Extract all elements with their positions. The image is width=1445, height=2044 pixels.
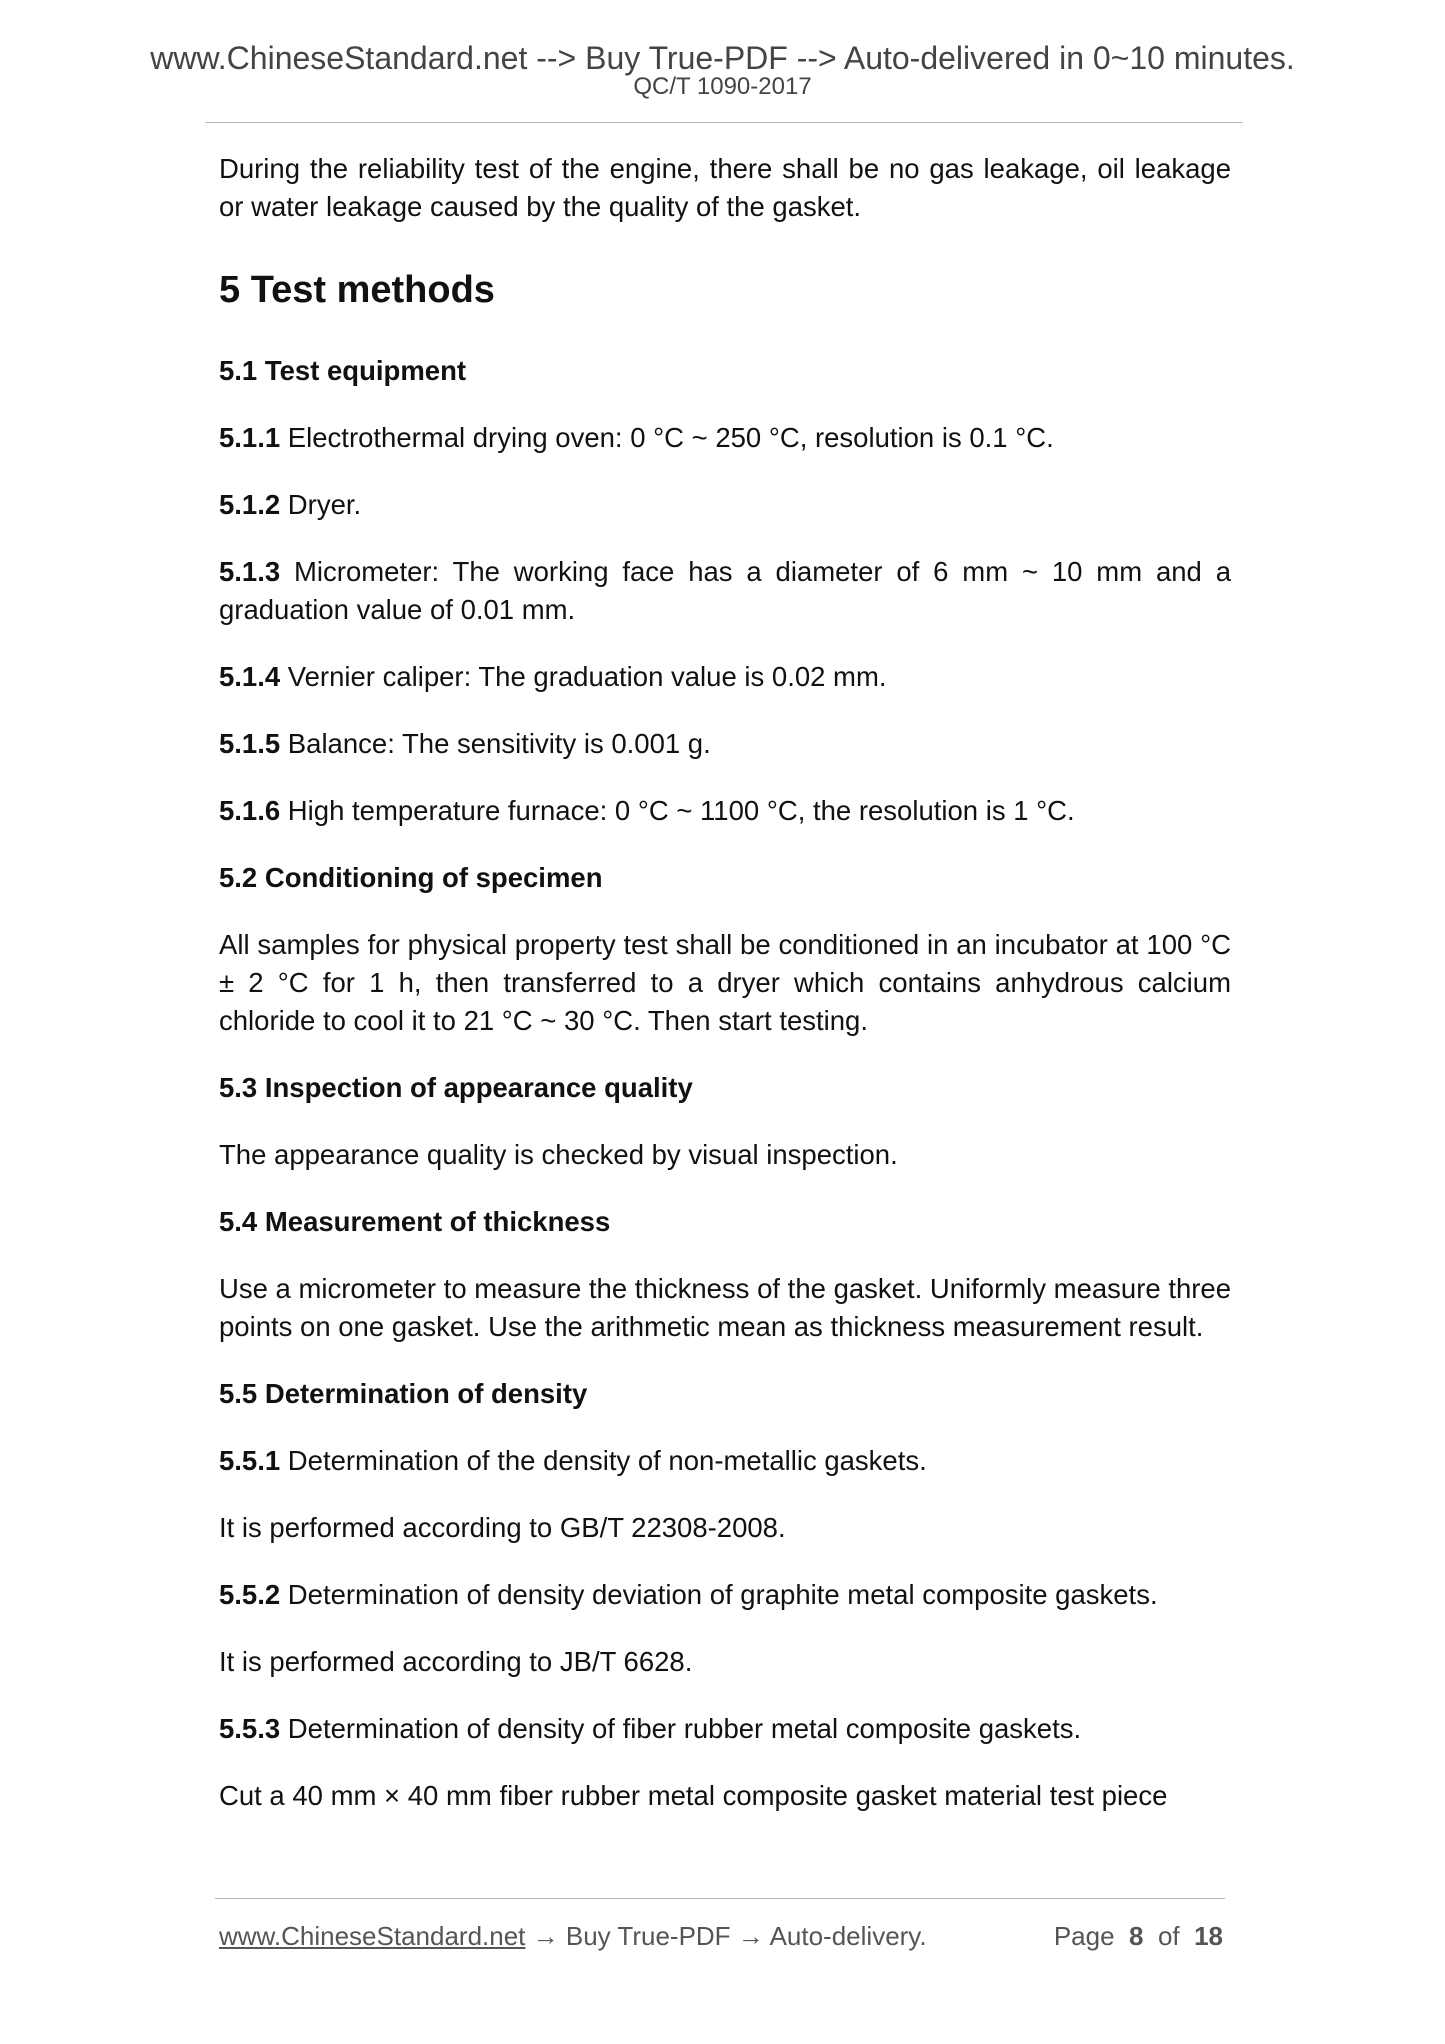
clause-5-1-1: [219, 419, 1231, 457]
clause-number: 5.1.5: [219, 728, 281, 759]
standard-code: QC/T 1090-2017: [633, 73, 812, 100]
section-5-3-text: The appearance quality is checked by visual inspection.: [219, 1139, 898, 1170]
section-5-1-heading: 5.1 Test equipment: [219, 355, 467, 386]
page-total: 18: [1194, 1921, 1223, 1951]
clause-number: 5.5.1: [219, 1445, 281, 1476]
section-5-4-heading: 5.4 Measurement of thickness: [219, 1206, 611, 1237]
clause-text: Micrometer: The working face has a diameter of 6 mm ~ 10 mm and a graduation value of 0.01 mm.: [219, 556, 1231, 625]
intro-paragraph: During the reliability test of the engine, there shall be no gas leakage, oil leakage or water leakage caused by the quality of the gasket.: [219, 153, 1231, 222]
section-5-5-heading: 5.5 Determination of density: [219, 1378, 588, 1409]
footer-divider: [215, 1898, 1225, 1899]
footer-tagline: → Buy True-PDF → Auto-delivery.: [525, 1921, 927, 1951]
header-divider: [205, 122, 1243, 123]
clause-5-1-6: [219, 792, 1231, 830]
clause-number: 5.1.3: [219, 556, 281, 587]
clause-text: Dryer.: [280, 489, 362, 520]
clause-number: 5.1.1: [219, 422, 281, 453]
clause-5-5-1: [219, 1442, 1231, 1480]
clause-5-5-2: [219, 1576, 1231, 1614]
document-body: [219, 150, 1231, 1815]
footer-site-link[interactable]: www.ChineseStandard.net: [219, 1921, 526, 1951]
clause-text: Determination of the density of non-metallic gaskets.: [280, 1445, 927, 1476]
page-of: of: [1157, 1921, 1180, 1951]
header-banner: www.ChineseStandard.net --> Buy True-PDF --> Auto-delivered in 0~10 minutes.: [150, 40, 1295, 76]
clause-5-1-4: [219, 658, 1231, 696]
clause-5-5-2-body: It is performed according to JB/T 6628.: [219, 1646, 693, 1677]
section-5-2-heading: 5.2 Conditioning of specimen: [219, 862, 603, 893]
footer-left: [219, 1920, 927, 1952]
clause-number: 5.1.2: [219, 489, 281, 520]
clause-5-5-3-body: Cut a 40 mm × 40 mm fiber rubber metal composite gasket material test piece: [219, 1780, 1168, 1811]
clause-text: High temperature furnace: 0 °C ~ 1100 °C, the resolution is 1 °C.: [280, 795, 1075, 826]
clause-text: Determination of density deviation of graphite metal composite gaskets.: [280, 1579, 1158, 1610]
section-5-heading: 5 Test methods: [219, 269, 495, 311]
clause-number: 5.1.6: [219, 795, 281, 826]
clause-5-1-5: [219, 725, 1231, 763]
page-word: Page: [1053, 1921, 1115, 1951]
clause-text: Vernier caliper: The graduation value is 0.02 mm.: [280, 661, 887, 692]
clause-text: Electrothermal drying oven: 0 °C ~ 250 °C, resolution is 0.1 °C.: [280, 422, 1054, 453]
clause-5-5-1-body: It is performed according to GB/T 22308-2008.: [219, 1512, 786, 1543]
clause-5-1-2: [219, 486, 1231, 524]
section-5-3-heading: 5.3 Inspection of appearance quality: [219, 1072, 693, 1103]
clause-5-1-3: [219, 553, 1231, 629]
section-5-4-text: Use a micrometer to measure the thickness of the gasket. Uniformly measure three points on one gasket. Use the arithmetic mean as thickness measurement result.: [219, 1273, 1231, 1342]
clause-text: Determination of density of fiber rubber metal composite gaskets.: [280, 1713, 1082, 1744]
section-5-2-text: All samples for physical property test shall be conditioned in an incubator at 100 °C ± 2 °C for 1 h, then transferred to a dryer which contains anhydrous calcium chloride to cool it to 21 °C ~ 30 °C. Then start testing.: [219, 929, 1231, 1036]
clause-number: 5.5.3: [219, 1713, 281, 1744]
clause-number: 5.1.4: [219, 661, 281, 692]
page-indicator: [1054, 1920, 1223, 1952]
clause-text: Balance: The sensitivity is 0.001 g.: [280, 728, 711, 759]
clause-5-5-3: [219, 1710, 1231, 1748]
clause-number: 5.5.2: [219, 1579, 281, 1610]
page-current: 8: [1129, 1921, 1144, 1951]
